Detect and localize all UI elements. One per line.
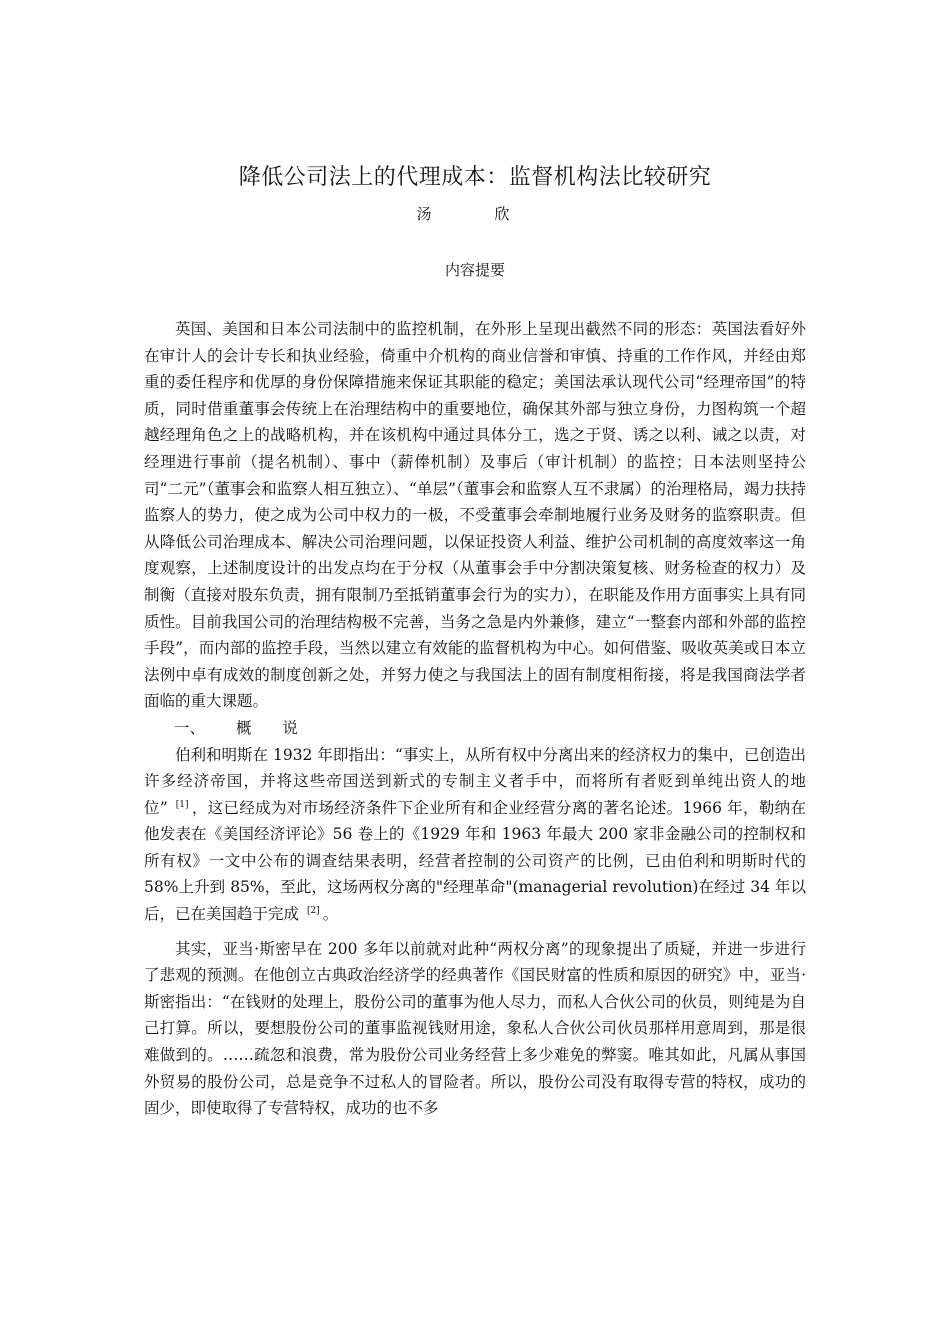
paragraph-1-text-a: 伯利和明斯在 1932 年即指出：“事实上，从所有权中分离出来的经济权力的集中，已创造出许多经济帝国，并将这些帝国送到新式的专制主义者手中，而将所有者贬到单纯出资人的地位” — [144, 745, 806, 817]
document-body — [144, 316, 806, 1122]
abstract-paragraph: 英国、美国和日本公司法制中的监控机制，在外形上呈现出截然不同的形态：英国法看好外在审计人的会计专长和执业经验，倚重中介机构的商业信誉和审慎、持重的工作作风，并经由郑重的委任程序和优厚的身份保障措施来保证其职能的稳定；美国法承认现代公司“经理帝国”的特质，同时借重董事会传统上在治理结构中的重要地位，确保其外部与独立身份，力图构筑一个超越经理角色之上的战略机构，并在该机构中通过具体分工，选之于贤、诱之以利、诫之以责，对经理进行事前（提名机制）、事中（薪俸机制）及事后（审计机制）的监控；日本法则坚持公司“二元”（董事会和监察人相互独立）、“单层”（董事会和监察人互不隶属）的治理格局，竭力扶持监察人的势力，使之成为公司中权力的一极，不受董事会牵制地履行业务及财务的监察职责。但从降低公司治理成本、解决公司治理问题，以保证投资人利益、维护公司机制的高度效率这一角度观察，上述制度设计的出发点均在于分权（从董事会手中分割决策复核、财务检查的权力）及制衡（直接对股东负责，拥有限制乃至抵销董事会行为的实力），在职能及作用方面事实上具有同质性。目前我国公司的治理结构极不完善，当务之急是内外兼修，建立“一整套内部和外部的监控手段”，而内部的监控手段，当然以建立有效能的监督机构为中心。如何借鉴、吸收英美或日本立法例中卓有成效的制度创新之处，并努力使之与我国法上的固有制度相衔接，将是我国商法学者面临的重大课题。 — [144, 320, 806, 711]
footnote-ref-2[interactable]: [2] — [307, 906, 320, 917]
paragraph-1-text-b: ，这已经成为对市场经济条件下企业所有和企业经营分离的著名论述。1966 年，勒纳在他发表在《美国经济评论》56 卷上的《1929 年和 1963 年最大 200 家非金融公司的控制权和所有权》一文中公布的调查结果表明，经营者控制的公司资产的比例，已由伯利和明斯时代的 58%上升到 85%，至此，这场两权分离的"经理革命"(managerial revolution)在经过 34 年以后，已在美国趋于完成 — [144, 798, 806, 924]
abstract-heading: 内容提要 — [444, 261, 505, 279]
body-paragraph-2: 其实，亚当·斯密早在 200 多年以前就对此种“两权分离”的现象提出了质疑，并进一步进行了悲观的预测。在他创立古典政治经济学的经典著作《国民财富的性质和原因的研究》中，亚当·斯密指出：“在钱财的处理上，股份公司的董事为他人尽力，而私人合伙公司的伙员，则纯是为自己打算。所以，要想股份公司的董事监视钱财用途，象私人合伙公司伙员那样用意周到，那是很难做到的。……疏忽和浪费，常为股份公司业务经营上多少难免的弊窦。唯其如此，凡属从事国外贸易的股份公司，总是竞争不过私人的冒险者。所以，股份公司没有取得专营的特权，成功的固少，即使取得了专营特权，成功的也不多 — [144, 939, 806, 1118]
author-name: 汤 欣 — [416, 205, 534, 223]
section-heading — [144, 715, 806, 742]
footnote-ref-1[interactable]: [1] — [175, 799, 189, 810]
paper-title: 降低公司法上的代理成本：监督机构法比较研究 — [238, 165, 712, 190]
body-paragraph-1 — [144, 742, 806, 928]
section-title-char-1: 概 — [235, 718, 252, 737]
paragraph-1-text-c: 。 — [322, 905, 339, 924]
section-number: 一、 — [174, 718, 206, 737]
section-title-char-2: 说 — [282, 718, 298, 737]
